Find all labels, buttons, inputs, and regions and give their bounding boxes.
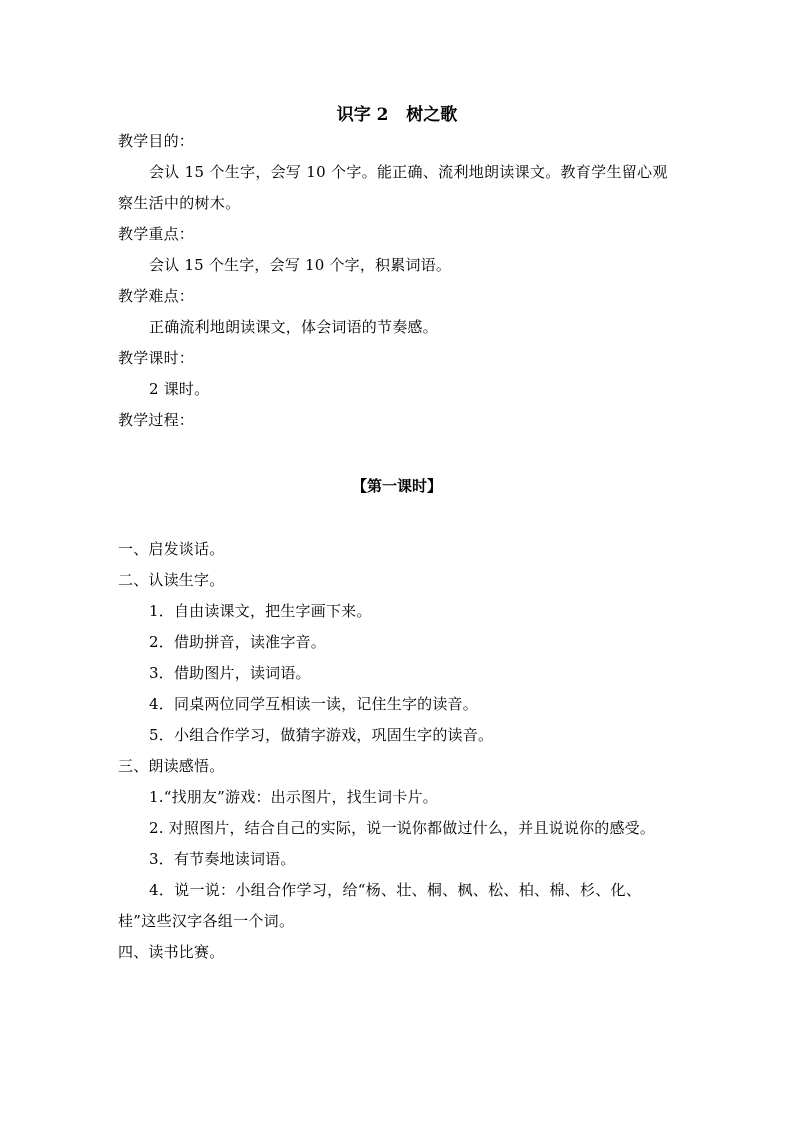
step-heading: 一、启发谈话。 [118, 540, 225, 558]
process-heading: 教学过程： [118, 411, 195, 429]
list-item: 4．说一说：小组合作学习，给“杨、壮、桐、枫、松、柏、棉、杉、化、桂”这些汉字各组一个词。 [118, 881, 642, 930]
list-item: 4．同桌两位同学互相读一读，记住生字的读音。 [149, 695, 478, 713]
step-heading: 二、认读生字。 [118, 571, 225, 589]
list-item: 5．小组合作学习，做猜字游戏，巩固生字的读音。 [149, 726, 494, 744]
page-title: 识字 2 树之歌 [336, 105, 458, 125]
objectives-heading: 教学目的： [118, 132, 195, 150]
difficulties-content: 正确流利地朗读课文，体会词语的节奏感。 [149, 318, 438, 336]
list-item: 1．自由读课文，把生字画下来。 [149, 602, 372, 620]
list-item: 2. 对照图片，结合自己的实际，说一说你都做过什么，并且说说你的感受。 [149, 819, 656, 837]
difficulties-heading: 教学难点： [118, 287, 195, 305]
key-points-content: 会认 15 个生字，会写 10 个字，积累词语。 [149, 256, 452, 274]
teaching-process [118, 534, 678, 968]
lesson-info [118, 126, 678, 436]
list-item: 3．有节奏地读词语。 [149, 850, 296, 868]
list-item: 1.“找朋友”游戏：出示图片，找生词卡片。 [149, 788, 438, 806]
periods-content: 2 课时。 [149, 380, 210, 398]
section-title: 【第一课时】 [351, 477, 442, 495]
list-item: 3．借助图片，读词语。 [149, 664, 311, 682]
step-heading: 四、读书比赛。 [118, 943, 225, 961]
objectives-content: 会认 15 个生字，会写 10 个字。能正确、流利地朗读课文。教育学生留心观察生活中的树木。 [118, 163, 668, 212]
periods-heading: 教学课时： [118, 349, 195, 367]
key-points-heading: 教学重点： [118, 225, 195, 243]
list-item: 2．借助拼音，读准字音。 [149, 633, 326, 651]
step-heading: 三、朗读感悟。 [118, 757, 225, 775]
